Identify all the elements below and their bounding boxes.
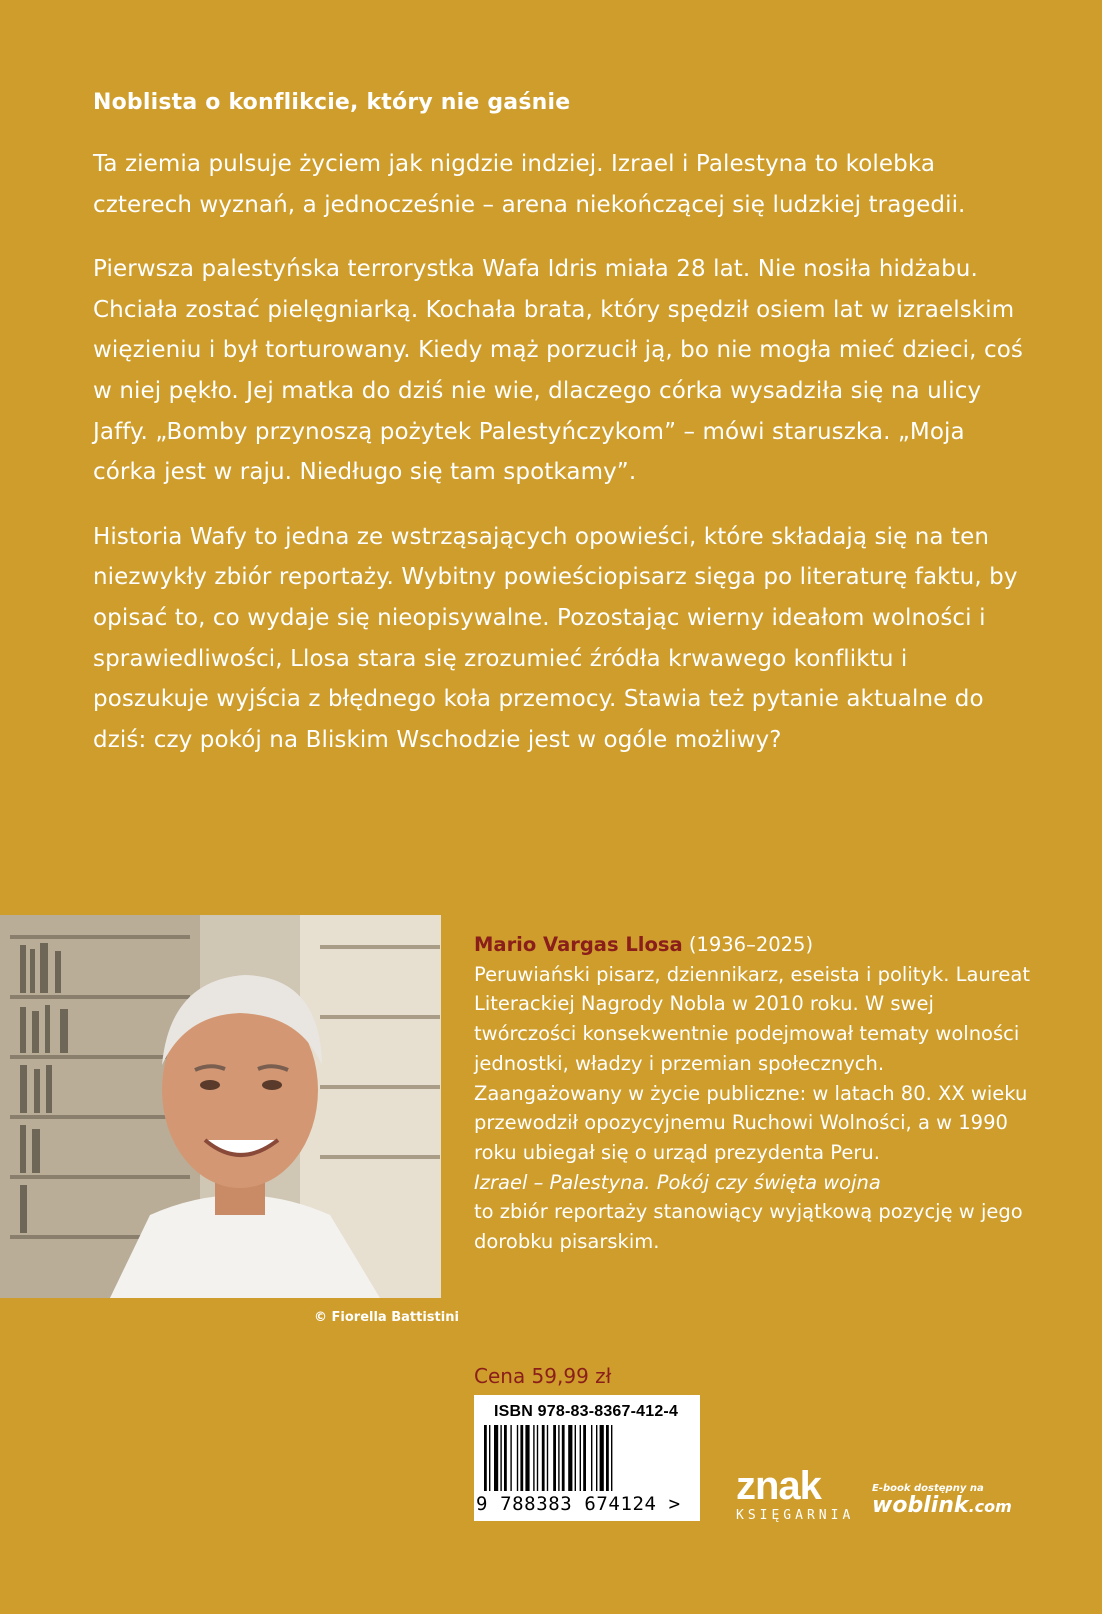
- price-label: Cena 59,99 zł: [474, 1364, 612, 1388]
- blurb-paragraph-3: Historia Wafy to jedna ze wstrząsających opowieści, które składają się na ten niezwykły zbiór reportaży. Wybitny powieściopisarz sięga po literaturę faktu, by opisać to, co wydaje się nieopisywalne. Pozostając wierny ideałom wolności i sprawiedliwości, Llosa stara się zrozumieć źródła krwawego konfliktu i poszukuje wyjścia z błędnego koła przemocy. Stawia też pytanie aktualne do dziś: czy pokój na Bliskim Wschodzie jest w ogóle możliwy?: [93, 523, 1018, 753]
- author-name: Mario Vargas Llosa: [474, 933, 683, 956]
- ean-number: 9 788383 674124 >: [476, 1493, 681, 1515]
- blurb-paragraph-1: Ta ziemia pulsuje życiem jak nigdzie indziej. Izrael i Palestyna to kolebka czterech wyznań, a jednocześnie – arena niekończącej się ludzkiej tragedii.: [93, 151, 966, 218]
- publisher-logo: [736, 1466, 854, 1523]
- blurb-paragraph-2: Pierwsza palestyńska terrorystka Wafa Idris miała 28 lat. Nie nosiła hidżabu. Chciała zostać pielęgniarką. Kochała brata, który spędził osiem lat w izraelskim więzieniu i był torturowany. Kiedy mąż porzucił ją, bo nie mogła mieć dzieci, coś w niej pękło. Jej matka do dziś nie wie, dlaczego córka wysadziła się na ulicy Jaffy. „Bomby przynoszą pożytek Palestyńczykom” – mówi staruszka. „Moja córka jest w raju. Niedługo się tam spotkamy”.: [93, 256, 1023, 486]
- ebook-badge: [872, 1483, 1012, 1519]
- blurb-section: [93, 88, 1023, 784]
- woblink-brand: woblink: [872, 1493, 969, 1518]
- author-years: (1936–2025): [682, 933, 814, 956]
- author-bio: [474, 930, 1034, 1257]
- blurb-headline: Noblista o konflikcie, który nie gaśnie: [93, 90, 571, 115]
- isbn-number: ISBN 978-83-8367-412-4: [494, 1403, 679, 1420]
- author-heading: [474, 930, 1034, 960]
- author-bio-text: Peruwiański pisarz, dziennikarz, eseista i polityk. Laureat Literackiej Nagrody Nobla w 2010 roku. W swej twórczości konsekwentnie podejmował tematy wolności jednostki, władzy i przemian społecznych. Zaangażowany w życie publiczne: w latach 80. XX wieku przewodził opozycyjnemu Ruchowi Wolności, a w 1990 roku ubiegał się o urząd prezydenta Peru.: [474, 962, 1030, 1164]
- publisher-logo-text: znak: [736, 1464, 821, 1508]
- photo-credit: © Fiorella Battistini: [314, 1310, 459, 1325]
- woblink-domain: .com: [968, 1497, 1012, 1516]
- woblink-logo: [872, 1494, 1012, 1519]
- book-title: Izrael – Palestyna. Pokój czy święta wojna: [474, 1170, 881, 1194]
- book-note: to zbiór reportaży stanowiący wyjątkową pozycję w jego dorobku pisarskim.: [474, 1200, 1023, 1254]
- barcode: [474, 1395, 700, 1521]
- ebook-badge-pre: E-book dostępny na: [872, 1483, 984, 1494]
- barcode-bars: [484, 1425, 690, 1491]
- publisher-logo-sub: KSIĘGARNIA: [736, 1508, 855, 1523]
- author-photo: [0, 915, 441, 1298]
